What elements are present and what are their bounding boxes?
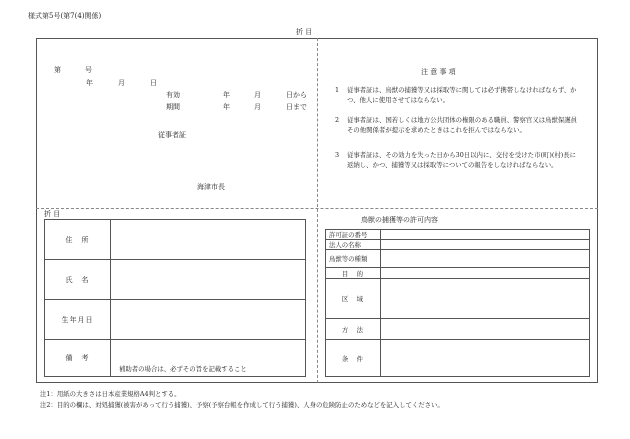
fold-line-vertical <box>317 38 318 383</box>
note-item <box>335 86 585 116</box>
birth-label: 生年月日 <box>45 300 111 340</box>
note-number: 3 <box>335 151 340 159</box>
permit-title: 鳥獣の捕獲等の許可内容 <box>361 216 438 224</box>
issue-month: 月 <box>118 79 125 87</box>
permit-value <box>381 250 590 268</box>
note-text: 従事者証は、鳥獣の捕獲等又は採取等に関しては必ず携帯しなければならず、かつ、他人に使用させてはならない。 <box>347 86 577 104</box>
note-number: 1 <box>335 86 340 94</box>
holder-row-remarks <box>45 340 306 377</box>
valid-label: 有効 <box>166 91 180 99</box>
permit-row <box>326 250 590 268</box>
form-id: 様式第5号(第7(4)関係) <box>28 12 102 20</box>
permit-value <box>381 240 590 250</box>
permit-row <box>326 319 590 340</box>
permit-label: 許可証の番号 <box>326 230 381 240</box>
birth-value <box>111 300 306 340</box>
remarks-label: 備 考 <box>45 340 111 377</box>
note-text: 従事者証は、その効力を失った日から30日以内に、交付を受けた市(町)(村)長に返納し、かつ、捕獲等又は採取等についての報告をしなければならない。 <box>347 151 576 169</box>
permit-label: 区 域 <box>326 279 381 319</box>
issue-day: 日 <box>150 79 157 87</box>
valid-from-month: 月 <box>254 91 261 99</box>
note-item <box>335 151 585 181</box>
permit-row <box>326 340 590 377</box>
notes-title: 注 意 事 項 <box>421 68 456 76</box>
permit-table <box>325 229 590 377</box>
fold-line-horizontal <box>36 208 598 209</box>
number-suffix: 号 <box>85 66 92 74</box>
number-label: 第 <box>54 66 61 74</box>
permit-value <box>381 340 590 377</box>
permit-value <box>381 319 590 340</box>
permit-label: 条 件 <box>326 340 381 377</box>
permit-value <box>381 268 590 279</box>
valid-to-day: 日まで <box>286 103 307 111</box>
holder-table <box>44 219 306 377</box>
valid-to-month: 月 <box>254 103 261 111</box>
permit-label: 鳥獣等の種類 <box>326 250 381 268</box>
footnote: 注2：目的の欄は、対処捕獲(被害があって行う捕獲)、予察(予察台帳を作成して行う捕獲)、人身の危険防止のためなどを記入してください。 <box>40 401 444 409</box>
holder-row-name <box>45 260 306 300</box>
holder-row-birth <box>45 300 306 340</box>
fold-mark-top: 折 目 <box>296 28 313 36</box>
note-item <box>335 116 585 146</box>
fold-mark-left: 折 目 <box>44 210 61 218</box>
permit-label: 方 法 <box>326 319 381 340</box>
card-title: 従事者証 <box>158 131 186 139</box>
address-label: 住 所 <box>45 220 111 260</box>
note-text: 従事者証は、国若しくは地方公共団体の権限のある職員、警察官又は鳥獣保護員その他関係者が提示を求めたときはこれを拒んではならない。 <box>347 116 578 134</box>
issue-year: 年 <box>86 79 93 87</box>
valid-to-year: 年 <box>223 103 230 111</box>
note-number: 2 <box>335 116 340 124</box>
permit-row <box>326 268 590 279</box>
permit-row <box>326 240 590 250</box>
permit-label: 目 的 <box>326 268 381 279</box>
permit-row <box>326 230 590 240</box>
permit-row <box>326 279 590 319</box>
name-label: 氏 名 <box>45 260 111 300</box>
valid-from-year: 年 <box>223 91 230 99</box>
permit-value <box>381 279 590 319</box>
remarks-note: 補助者の場合は、必ずその旨を記載すること <box>111 340 306 377</box>
name-value <box>111 260 306 300</box>
period-label: 期間 <box>166 103 180 111</box>
issuer: 海津市長 <box>197 183 225 191</box>
permit-label: 法人の名称 <box>326 240 381 250</box>
address-value <box>111 220 306 260</box>
footnote: 注1：用紙の大きさは日本産業規格A4判とする。 <box>40 390 181 398</box>
permit-value <box>381 230 590 240</box>
valid-from-day: 日から <box>286 91 307 99</box>
holder-row-address <box>45 220 306 260</box>
